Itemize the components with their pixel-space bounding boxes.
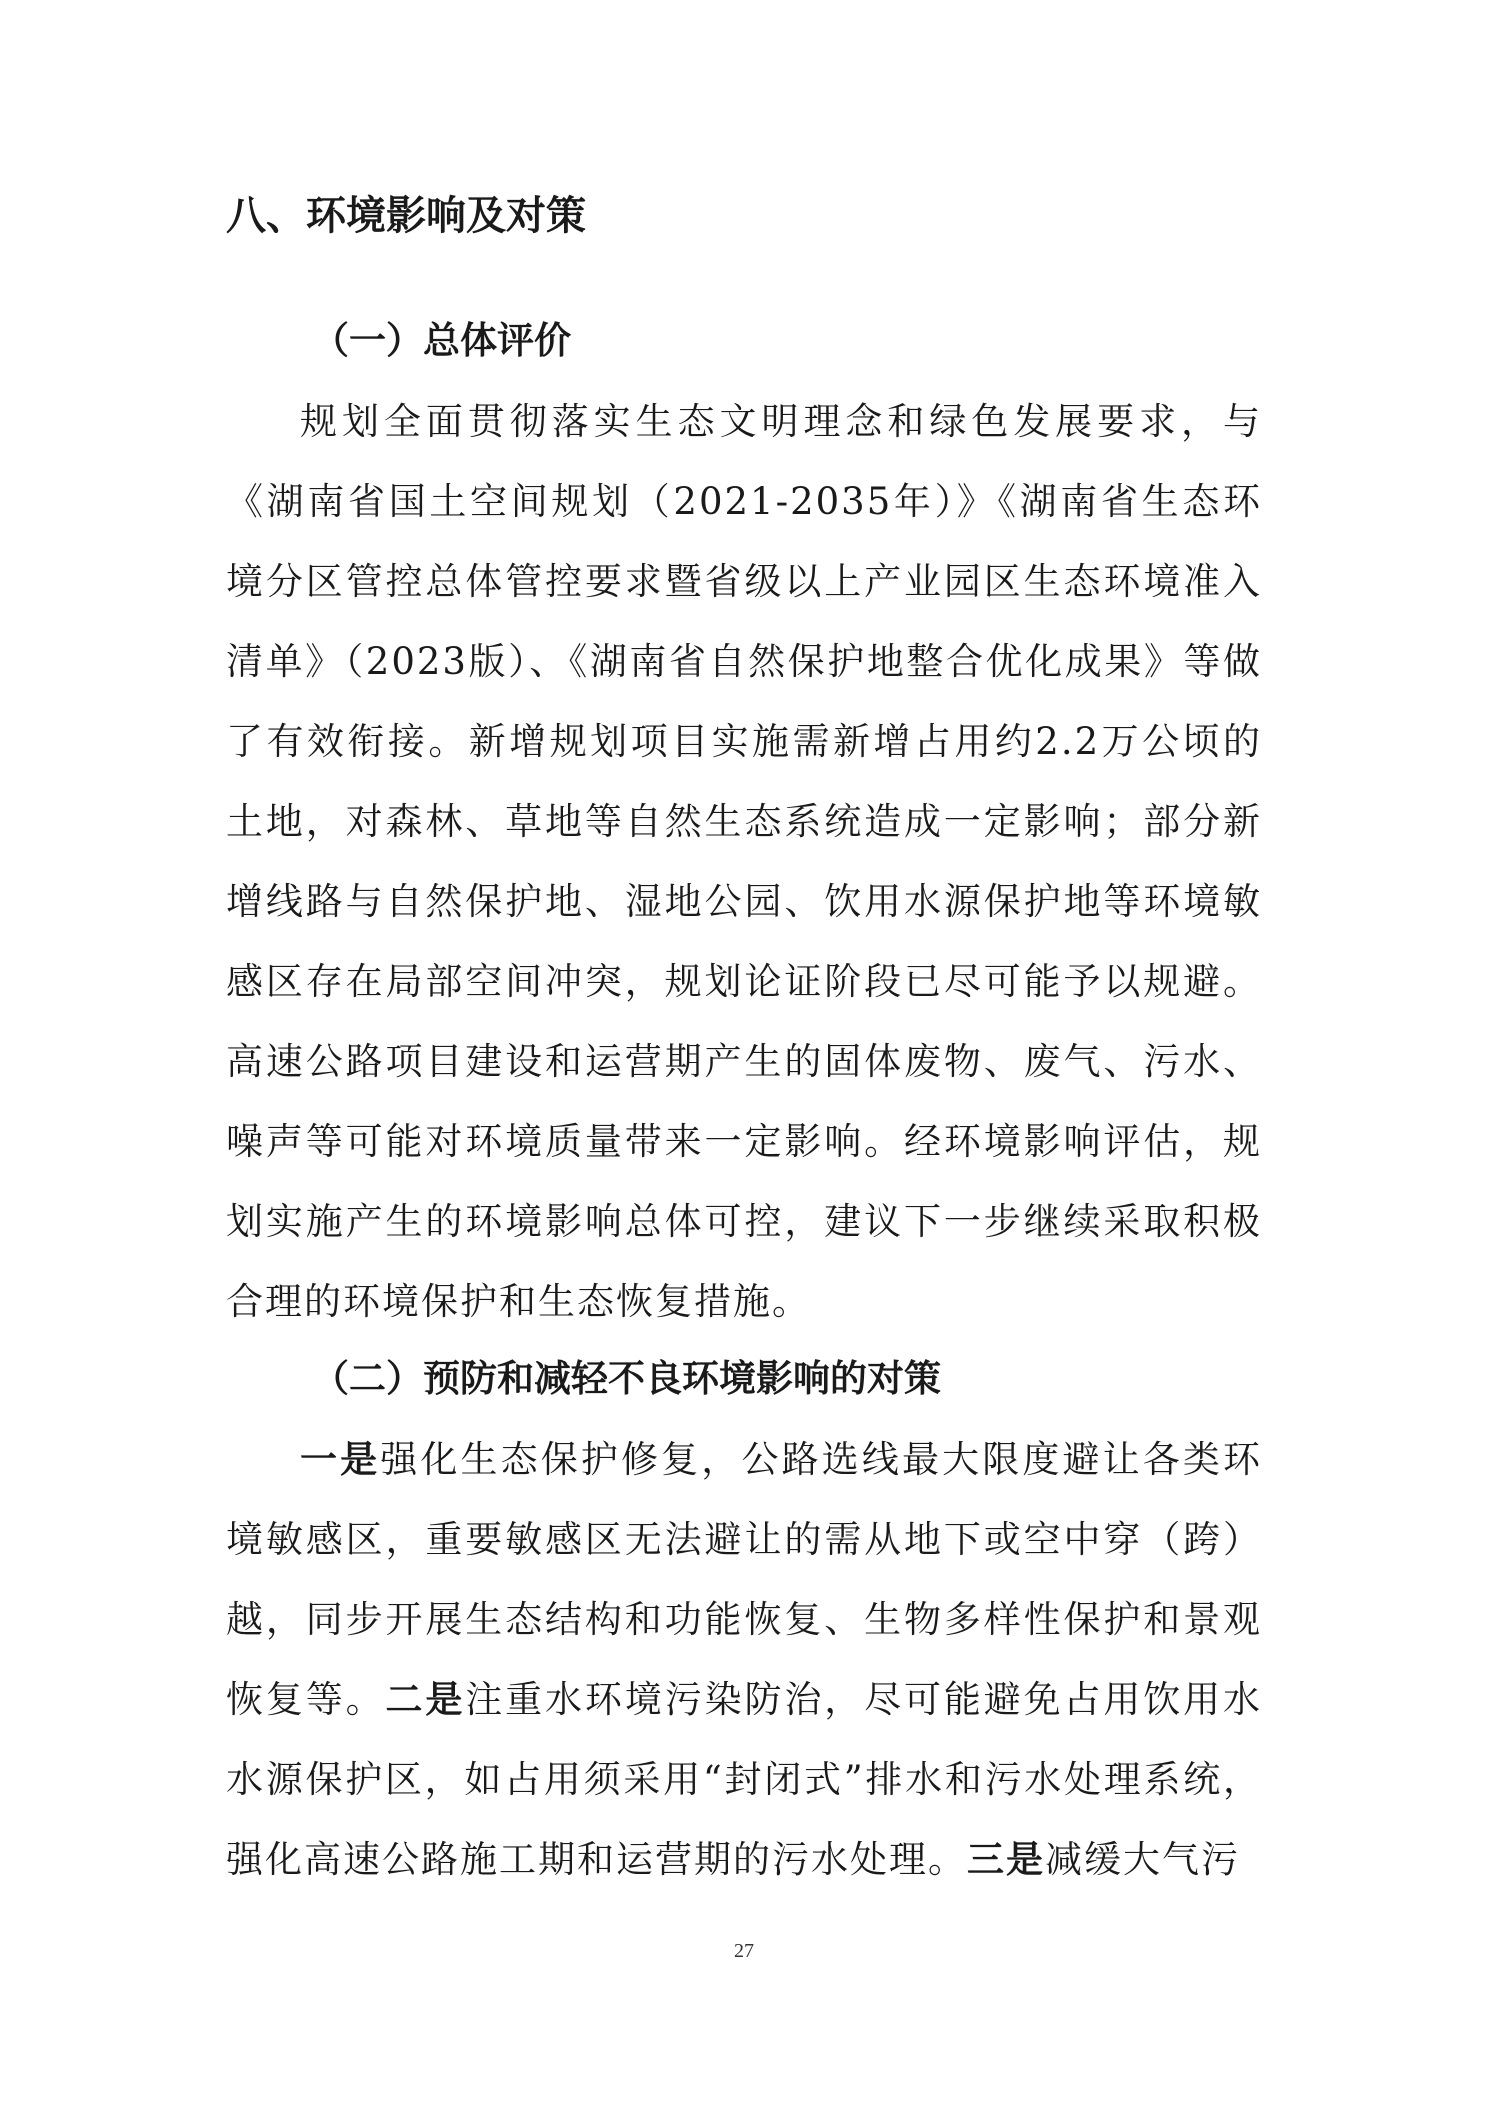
lead-phrase-second: 二是 — [385, 1678, 466, 1721]
subsection-heading-overall-evaluation: （一）总体评价 — [312, 319, 571, 362]
lead-phrase-first: 一是 — [300, 1438, 381, 1481]
section-heading: 八、环境影响及对策 — [226, 193, 586, 239]
lead-phrase-third: 三是 — [967, 1838, 1045, 1881]
countermeasures-paragraph — [226, 1420, 1262, 1900]
subsection-heading-countermeasures: （二）预防和减轻不良环境影响的对策 — [312, 1357, 941, 1400]
countermeasure-text-first: 强化生态保护修复，公路选线最大限度避让各类环境敏感区，重要敏感区无法避让的需从地下或空中穿（跨）越，同步开展生态结构和功能恢复、生物多样性保护和景观恢复等。 — [226, 1438, 1263, 1721]
countermeasure-text-third: 减缓大气污 — [1045, 1838, 1240, 1881]
page-number: 27 — [734, 1940, 754, 1962]
countermeasure-text-second: 注重水环境污染防治，尽可能避免占用饮用水水源保护区，如占用须采用“封闭式”排水和污水处理系统，强化高速公路施工期和运营期的污水处理。 — [226, 1678, 1263, 1881]
overall-evaluation-paragraph: 规划全面贯彻落实生态文明理念和绿色发展要求，与《湖南省国土空间规划（2021-2035年）》《湖南省生态环境分区管控总体管控要求暨省级以上产业园区生态环境准入清单》（2023版）、《湖南省自然保护地整合优化成果》等做了有效衔接。新增规划项目实施需新增占用约2.2万公顷的土地，对森林、草地等自然生态系统造成一定影响；部分新增线路与自然保护地、湿地公园、饮用水源保护地等环境敏感区存在局部空间冲突，规划论证阶段已尽可能予以规避。高速公路项目建设和运营期产生的固体废物、废气、污水、噪声等可能对环境质量带来一定影响。经环境影响评估，规划实施产生的环境影响总体可控，建议下一步继续采取积极合理的环境保护和生态恢复措施。 — [226, 400, 1262, 1323]
